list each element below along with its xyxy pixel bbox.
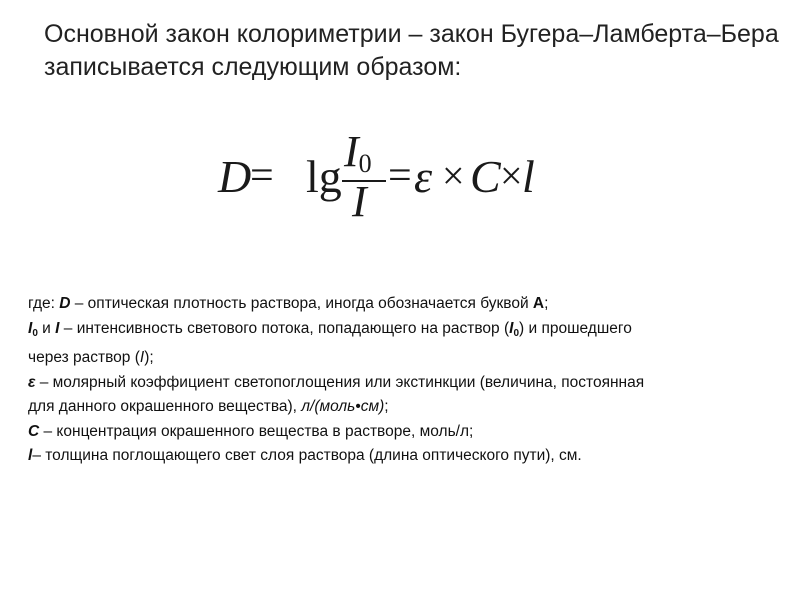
definition-row-C (28, 420, 768, 445)
def-prefix: где: (28, 295, 60, 312)
definition-row-D (28, 292, 768, 317)
numerator-subscript: 0 (358, 149, 372, 178)
heading-line-1: Основной закон колориметрии – закон Бугера–Ламберта–Бера (44, 20, 779, 48)
formula-denominator: I (352, 177, 367, 226)
formula-C: C (470, 151, 501, 202)
def-text-through: через раствор ( (28, 349, 140, 366)
definitions (28, 292, 768, 469)
formula-epsilon: ε (414, 151, 433, 202)
formula-times-1: × (442, 153, 465, 198)
def-symbol-I: I (55, 319, 60, 337)
slide-heading (44, 18, 779, 84)
formula-times-2: × (500, 153, 523, 198)
def-text-l: – толщина поглощающего свет слоя раствора (длина оптического пути), см. (32, 447, 582, 464)
numerator-symbol: I (344, 127, 359, 176)
def-end-through: ); (144, 349, 154, 366)
def-symbol-epsilon: ε (28, 373, 36, 391)
heading-line-2: записывается следующим образом: (44, 53, 462, 81)
def-unit-epsilon: л/(моль•см) (301, 398, 385, 415)
def-text-I: – интенсивность светового потока, попадающего на раствор ( (59, 319, 510, 337)
def-text-epsilon-cont: для данного окрашенного вещества), (28, 398, 302, 415)
formula-equals-2: = (388, 153, 412, 199)
definition-row-l (28, 444, 768, 469)
formula-fraction (342, 128, 386, 224)
def-text-D: – оптическая плотность раствора, иногда обозначается буквой (70, 295, 533, 312)
def-and: и (37, 319, 56, 337)
def-end-D: ; (544, 295, 549, 312)
definition-row-epsilon (28, 371, 768, 396)
def-symbol-C: С (28, 422, 40, 440)
def-symbol-I0: I (28, 319, 33, 337)
definition-row-epsilon-cont (28, 395, 768, 420)
def-end-I: ) и прошедшего (519, 319, 632, 337)
formula-D: D (218, 151, 252, 202)
def-symbol-l: l (28, 447, 33, 464)
formula-numerator (344, 126, 372, 179)
definition-row-I (28, 317, 768, 347)
def-symbol-I-cont: I (139, 349, 145, 366)
def-symbol-D: D (59, 295, 71, 312)
def-sub-I0: 0 (32, 327, 38, 339)
def-text-C: – концентрация окрашенного вещества в растворе, моль/л; (39, 422, 474, 440)
formula-lg: lg (306, 151, 342, 202)
def-symbol-A: А (532, 295, 545, 312)
def-end-epsilon: ; (384, 398, 389, 415)
def-symbol-I0-inline: I (509, 319, 514, 337)
formula-equals-1: = (250, 153, 274, 199)
def-text-epsilon: – молярный коэффициент светопоглощения или экстинкции (величина, постоянная (35, 373, 645, 391)
def-sub-I0-inline: 0 (513, 327, 520, 339)
formula-l: l (522, 151, 535, 202)
definition-row-I-cont (28, 346, 768, 371)
